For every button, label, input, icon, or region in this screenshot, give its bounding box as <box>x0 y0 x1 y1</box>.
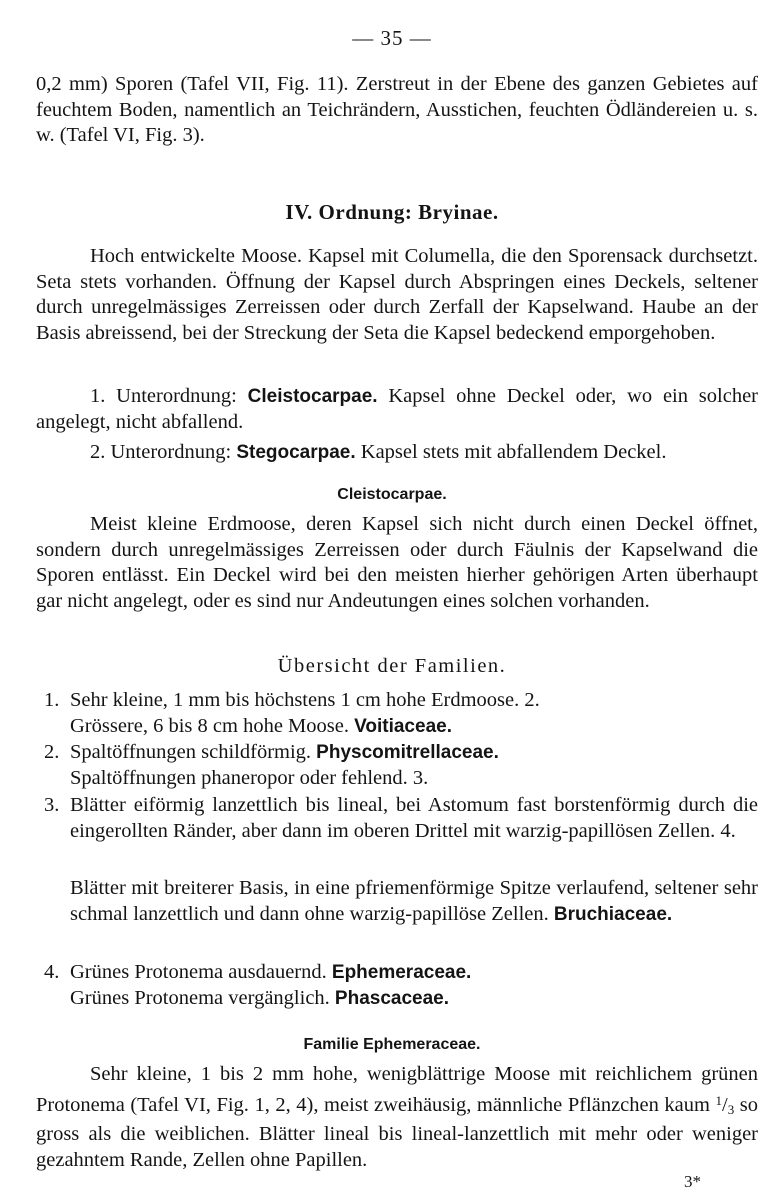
heading-family-overview: Übersicht der Familien. <box>277 655 507 677</box>
suborder-cleistocarpae <box>36 384 758 435</box>
key-entry-1-alternative <box>70 714 744 740</box>
key-entry-1-text: Sehr kleine, 1 mm bis höchstens 1 cm hohe Erdmoose. 2. <box>70 689 540 711</box>
paragraph-spore-distribution: 0,2 mm) Sporen (Tafel VII, Fig. 11). Zerstreut in der Ebene des ganzen Gebietes auf feuchtem Boden, namentlich an Teichrändern, Ausstichen, feuchten Ödländereien u. s. w. (Tafel VI, Fig. 3). <box>36 73 758 146</box>
key-entry-3-number: 3. <box>44 794 60 816</box>
key-entry-1-number: 1. <box>44 689 60 711</box>
key-entry-2-alternative <box>70 766 744 792</box>
family-ephemeraceae: Ephemeraceae. <box>331 962 472 983</box>
key-entry-2b-text: Spaltöffnungen phaneropor oder fehlend. 3. <box>70 767 429 789</box>
key-entry-2-number: 2. <box>44 741 60 763</box>
suborder-1-text: Kapsel ohne Deckel oder, wo ein solcher angelegt, nicht abfallend. <box>36 385 758 433</box>
key-entry-4-alternative <box>70 986 744 1012</box>
key-entry-4b-text: Grünes Protonema vergänglich. <box>70 987 335 1009</box>
key-entry-2-text: Spaltöffnungen schildförmig. <box>70 741 317 763</box>
key-entry-1b-text: Grössere, 6 bis 8 cm hohe Moose. <box>70 715 355 737</box>
heading-ordnung-bryinae: IV. Ordnung: Bryinae. <box>285 200 499 224</box>
family-bruchiaceae: Bruchiaceae. <box>553 903 673 925</box>
fraction-denominator: 3 <box>727 1101 735 1117</box>
signature-mark: 3* <box>684 1172 701 1191</box>
family-voitiaceae: Voitiaceae. <box>354 716 452 737</box>
key-entry-3-alternative <box>70 876 758 927</box>
heading-cleistocarpae: Cleistocarpae. <box>337 486 447 503</box>
suborder-stegocarpae <box>90 440 758 466</box>
key-entry-4-number: 4. <box>44 961 60 983</box>
key-entry-3b-text: Blätter mit breiterer Basis, in eine pfriemenförmige Spitze verlaufend, seltener sehr schmal lanzettlich und dann ohne warzig-papillöse Zellen. <box>70 877 758 925</box>
fraction-numerator: 1 <box>715 1092 723 1108</box>
suborder-1-prefix: 1. Unterordnung: <box>90 385 248 407</box>
key-entry-4-text: Grünes Protonema ausdauernd. <box>70 961 332 983</box>
ephemeraceae-text-after: so gross als die weiblichen. Blätter lineal bis lineal-lanzettlich mit mehr oder weniger gezahntem Rande, Zellen ohne Papillen. <box>36 1093 758 1171</box>
paragraph-bryinae-description: Hoch entwickelte Moose. Kapsel mit Columella, die den Sporensack durchsetzt. Seta stets vorhanden. Öffnung der Kapsel durch Abspringen eines Deckels, seltener durch unregelmässiges Zerreissen oder durch Zerfall der Kapselwand. Haube an der Basis abreissend, bei der Streckung der Seta die Kapsel bedeckend emporgehoben. <box>36 245 758 344</box>
key-entry-1 <box>44 688 744 714</box>
suborder-1-name: Cleistocarpae. <box>247 386 378 407</box>
key-entry-3 <box>44 793 758 844</box>
suborder-2-prefix: 2. Unterordnung: <box>90 441 237 463</box>
suborder-2-name: Stegocarpae. <box>236 442 356 463</box>
ephemeraceae-text-before: Sehr kleine, 1 bis 2 mm hohe, wenigblättrige Moose mit reichlichem grünen Protonema (Tafel VI, Fig. 1, 2, 4), meist zweihäusig, männliche Pflänzchen kaum <box>36 1063 758 1116</box>
paragraph-ephemeraceae-description: Sehr kleine, 1 bis 2 mm hohe, wenigblättrige Moose mit reichlichem grünen Protonema (Tafel VI, Fig. 1, 2, 4), meist zweihäusig, männliche Pflänzchen kaum $^1/_3$ so gross als die weiblichen. Blätter lineal bis lineal-lanzettlich mit mehr oder weniger gezahntem Rande, Zellen ohne Papillen. <box>36 1063 758 1171</box>
family-phascaceae: Phascaceae. <box>334 988 450 1009</box>
page-number: — 35 — <box>352 26 432 50</box>
family-physcomitrellaceae: Physcomitrellaceae. <box>316 742 499 763</box>
suborder-2-text: Kapsel stets mit abfallendem Deckel. <box>355 441 667 463</box>
heading-familie-ephemeraceae: Familie Ephemeraceae. <box>303 1036 481 1053</box>
paragraph-cleistocarpae-description: Meist kleine Erdmoose, deren Kapsel sich nicht durch einen Deckel öffnet, sondern durch unregelmässiges Zerreissen oder durch Fäulnis der Kapselwand die Sporen entlässt. Ein Deckel wird bei den meisten hierher gehörigen Arten überhaupt gar nicht angelegt, oder es sind nur Andeutungen eines solchen vorhanden. <box>36 513 758 612</box>
key-entry-3-text: Blätter eiförmig lanzettlich bis lineal, bei Astomum fast borstenförmig durch die eingerollten Ränder, aber dann im oberen Drittel mit warzig-papillösen Zellen. 4. <box>70 794 758 842</box>
key-entry-4 <box>44 960 744 986</box>
key-entry-2 <box>44 740 744 766</box>
